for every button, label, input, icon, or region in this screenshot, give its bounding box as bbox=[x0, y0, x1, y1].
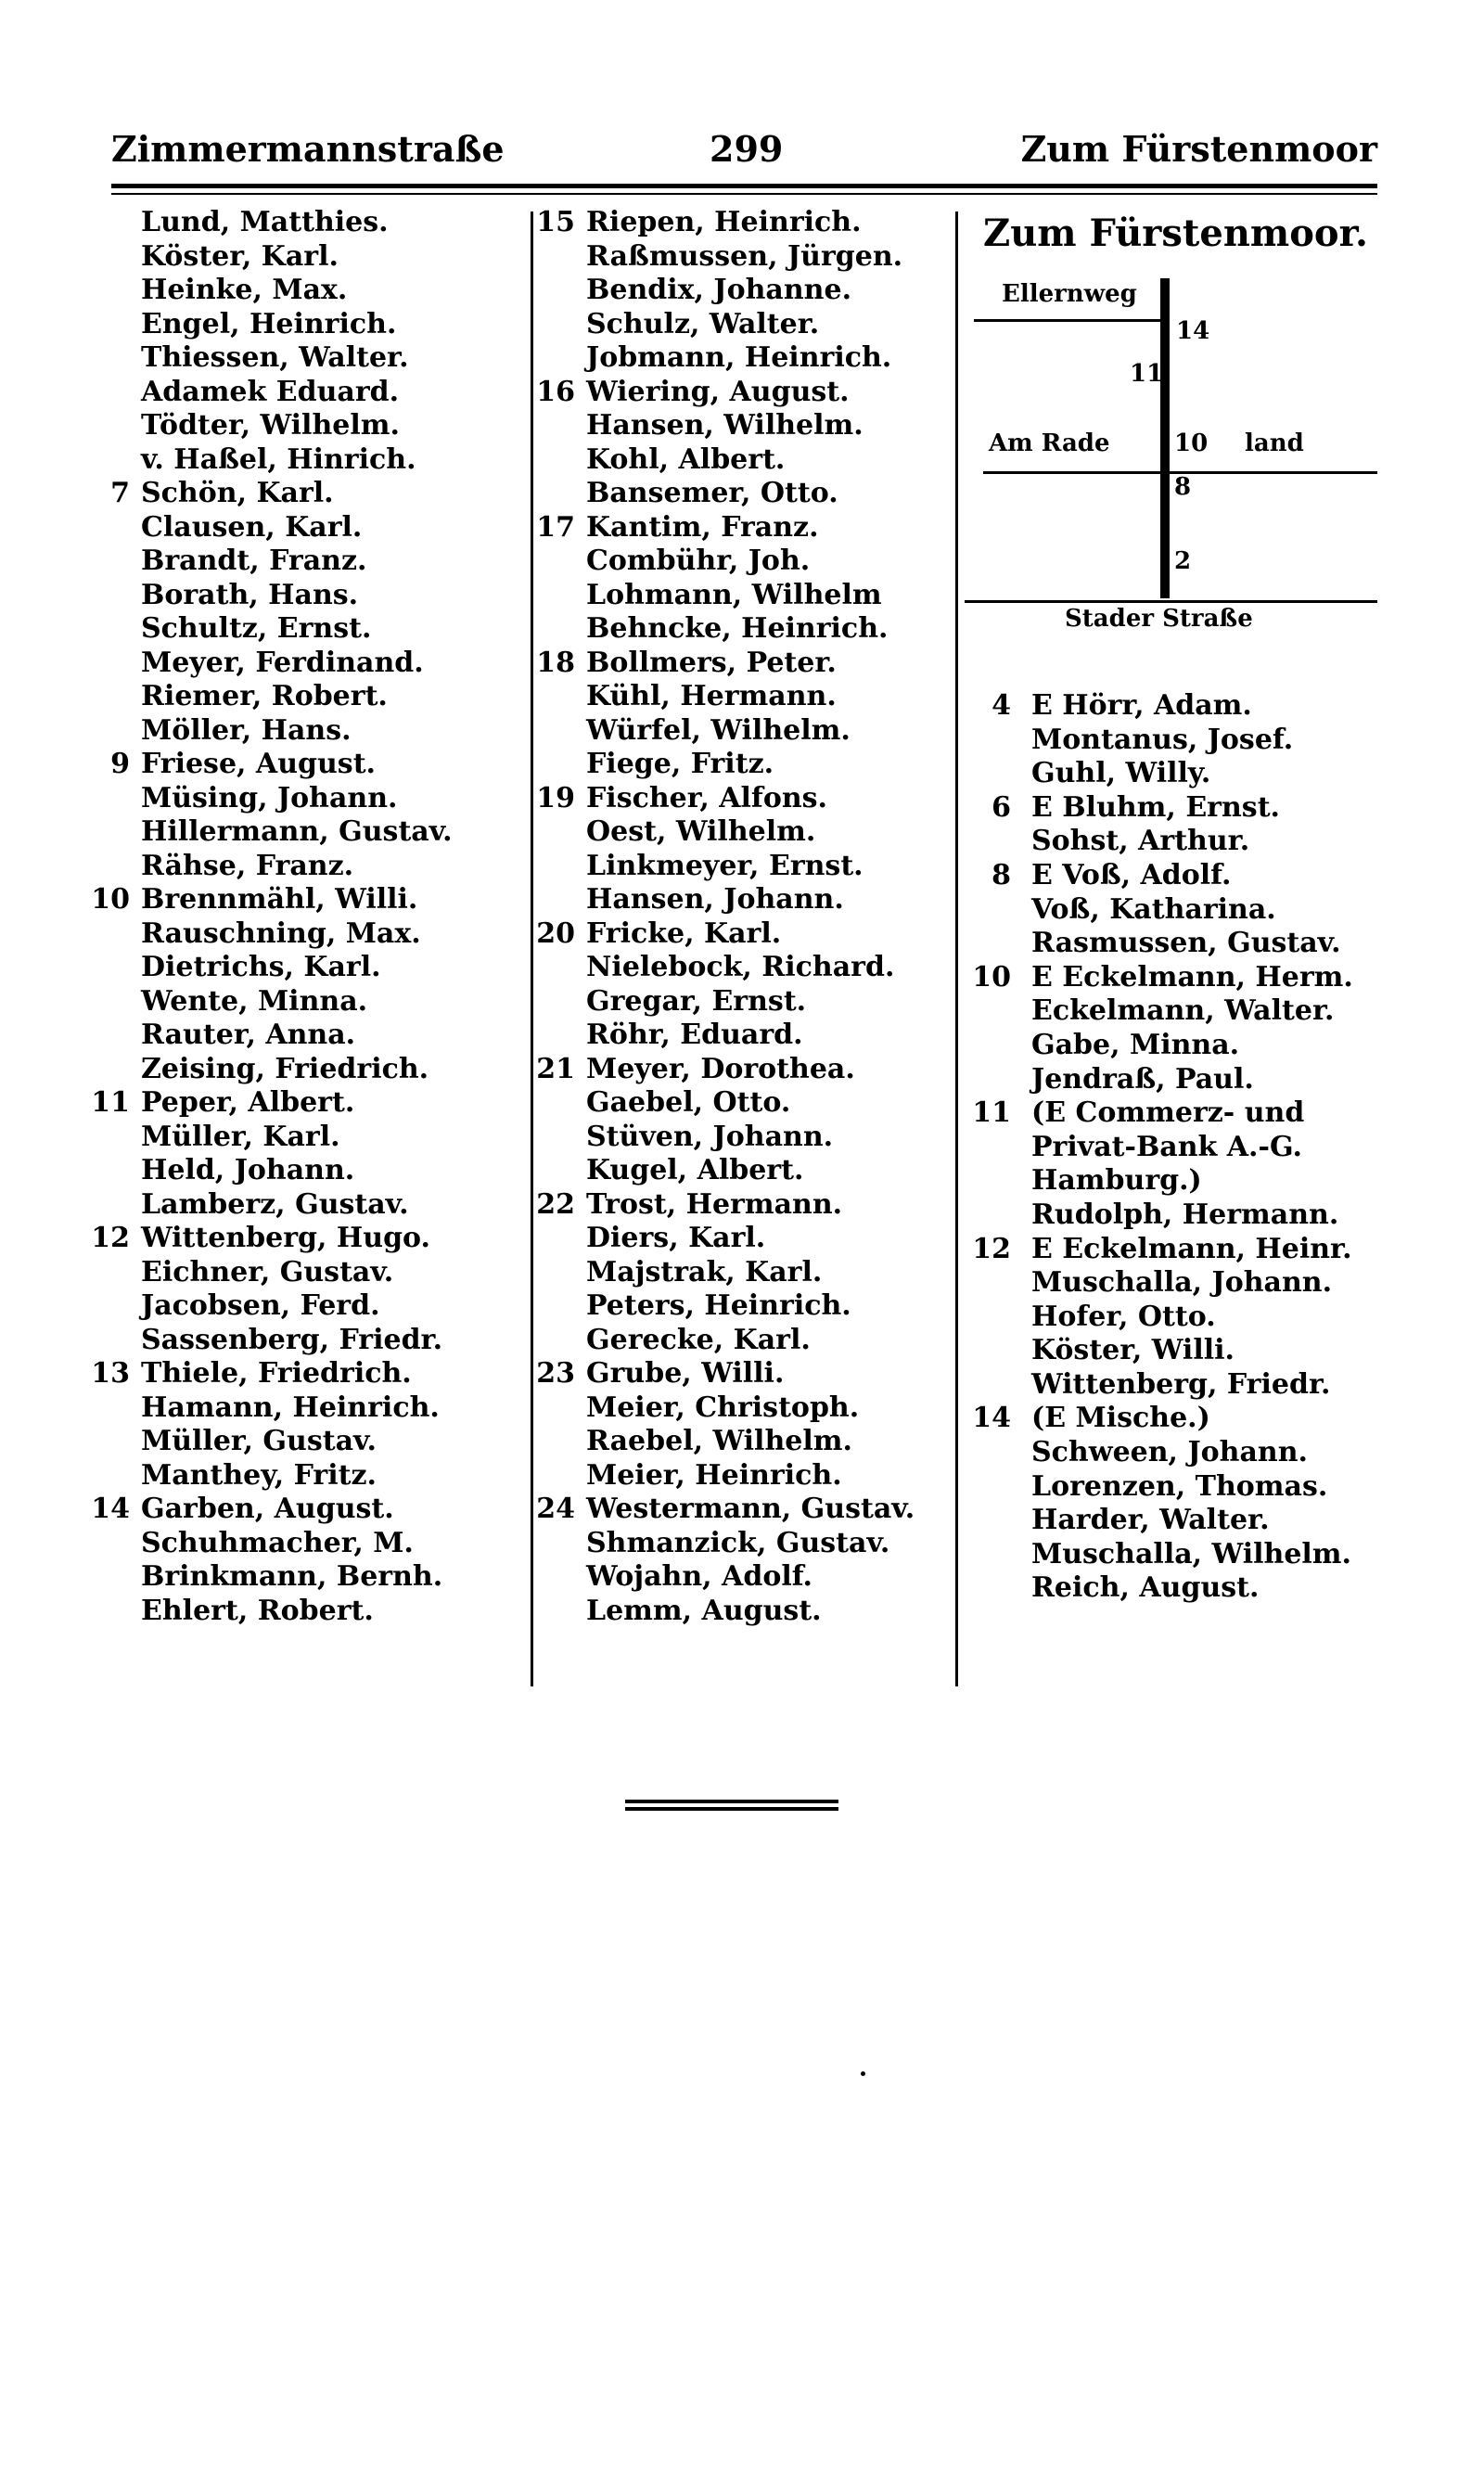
list-item bbox=[965, 757, 1377, 791]
list-item bbox=[74, 1560, 519, 1595]
resident-name: Lamberz, Gustav. bbox=[141, 1187, 409, 1221]
resident-name: Garben, August. bbox=[141, 1493, 394, 1525]
list-item bbox=[519, 680, 955, 714]
list-item bbox=[74, 1256, 519, 1290]
column-3-residents bbox=[965, 689, 1377, 1606]
list-item bbox=[519, 850, 955, 884]
list-item bbox=[965, 1266, 1377, 1301]
list-item bbox=[965, 859, 1377, 893]
resident-name: Heinke, Max. bbox=[141, 274, 348, 306]
list-item bbox=[74, 917, 519, 952]
list-item bbox=[74, 748, 519, 782]
resident-name: Peters, Heinrich. bbox=[586, 1289, 851, 1322]
header-rule-thick bbox=[111, 184, 1377, 188]
resident-name: Schön, Karl. bbox=[141, 477, 334, 509]
list-item bbox=[965, 1199, 1377, 1233]
list-item bbox=[74, 1053, 519, 1087]
list-item bbox=[74, 409, 519, 443]
list-item bbox=[965, 1470, 1377, 1505]
resident-name: Riemer, Robert. bbox=[141, 680, 388, 712]
list-item bbox=[519, 1222, 955, 1256]
list-item bbox=[74, 1493, 519, 1527]
list-item bbox=[519, 748, 955, 782]
list-item bbox=[74, 1425, 519, 1459]
list-item bbox=[519, 985, 955, 1019]
list-item bbox=[965, 1538, 1377, 1572]
map-ellernweg-line bbox=[974, 319, 1169, 322]
resident-name: Schween, Johann. bbox=[1031, 1436, 1308, 1469]
list-item bbox=[519, 409, 955, 443]
list-item bbox=[519, 1121, 955, 1155]
house-number: 6 bbox=[991, 790, 1011, 824]
resident-name: Fricke, Karl. bbox=[586, 917, 782, 950]
resident-name: Ehlert, Robert. bbox=[141, 1594, 374, 1627]
resident-name: Guhl, Willy. bbox=[1031, 757, 1211, 790]
list-item bbox=[965, 1063, 1377, 1097]
resident-name: Rähse, Franz. bbox=[141, 849, 354, 882]
resident-name: Rauschning, Max. bbox=[141, 917, 421, 950]
resident-name: Meyer, Dorothea. bbox=[586, 1052, 855, 1085]
list-item bbox=[74, 1019, 519, 1053]
list-item bbox=[519, 341, 955, 376]
list-item bbox=[965, 1571, 1377, 1606]
house-number: 12 bbox=[91, 1222, 130, 1254]
resident-name: Zeising, Friedrich. bbox=[141, 1052, 429, 1085]
list-item bbox=[519, 782, 955, 816]
resident-name: E Eckelmann, Heinr. bbox=[1031, 1232, 1352, 1265]
resident-name: Lund, Matthies. bbox=[141, 206, 389, 238]
resident-name: Trost, Hermann. bbox=[586, 1187, 843, 1221]
resident-name: Möller, Hans. bbox=[141, 713, 352, 747]
column-separator-2 bbox=[955, 212, 958, 1686]
resident-name: Harder, Walter. bbox=[1031, 1504, 1270, 1537]
list-item bbox=[965, 1402, 1377, 1436]
decorative-dot bbox=[861, 2071, 865, 2076]
resident-name: Brennmähl, Willi. bbox=[141, 883, 418, 916]
resident-name: Behncke, Heinrich. bbox=[586, 612, 889, 645]
list-item bbox=[74, 1357, 519, 1391]
resident-name: Köster, Willi. bbox=[1031, 1334, 1235, 1367]
list-item bbox=[519, 443, 955, 478]
list-item bbox=[519, 714, 955, 749]
list-item bbox=[519, 1391, 955, 1426]
house-number: 14 bbox=[972, 1402, 1011, 1435]
resident-name: Grube, Willi. bbox=[586, 1357, 785, 1390]
list-item bbox=[965, 961, 1377, 995]
resident-name: v. Haßel, Hinrich. bbox=[141, 442, 416, 476]
section-end-rule-2 bbox=[625, 1807, 838, 1811]
street-map bbox=[965, 278, 1377, 631]
column-2-residents bbox=[519, 206, 955, 1628]
resident-name: Wente, Minna. bbox=[141, 984, 368, 1018]
house-number: 9 bbox=[110, 748, 130, 780]
house-number: 11 bbox=[91, 1086, 130, 1119]
resident-name: Hillermann, Gustav. bbox=[141, 815, 453, 848]
resident-name: Muschalla, Johann. bbox=[1031, 1266, 1333, 1300]
resident-name: Bollmers, Peter. bbox=[586, 646, 837, 679]
list-item bbox=[74, 612, 519, 647]
house-number: 10 bbox=[91, 883, 130, 916]
list-item bbox=[519, 240, 955, 275]
list-item bbox=[519, 1595, 955, 1629]
list-item bbox=[74, 1222, 519, 1256]
house-number: 8 bbox=[991, 858, 1011, 891]
list-item bbox=[74, 883, 519, 917]
list-item bbox=[74, 985, 519, 1019]
resident-name: Jacobsen, Ferd. bbox=[141, 1289, 380, 1322]
house-number: 17 bbox=[536, 510, 575, 544]
page-number: 299 bbox=[710, 128, 784, 170]
resident-name: Majstrak, Karl. bbox=[586, 1255, 823, 1288]
resident-name: Engel, Heinrich. bbox=[141, 307, 397, 340]
list-item bbox=[74, 647, 519, 681]
list-item bbox=[74, 680, 519, 714]
list-item bbox=[965, 1301, 1377, 1335]
resident-name: Friese, August. bbox=[141, 748, 376, 780]
resident-name: Linkmeyer, Ernst. bbox=[586, 849, 864, 882]
resident-name: Köster, Karl. bbox=[141, 239, 339, 273]
resident-name: Müller, Gustav. bbox=[141, 1425, 377, 1457]
list-item bbox=[74, 511, 519, 545]
list-item bbox=[74, 1121, 519, 1155]
resident-name: Westermann, Gustav. bbox=[586, 1493, 915, 1525]
list-item bbox=[519, 308, 955, 342]
resident-name: Stüven, Johann. bbox=[586, 1120, 834, 1153]
list-item bbox=[519, 917, 955, 952]
resident-name: Meyer, Ferdinand. bbox=[141, 646, 424, 679]
list-item bbox=[74, 1289, 519, 1324]
list-item bbox=[74, 545, 519, 579]
resident-name: Jobmann, Heinrich. bbox=[586, 341, 892, 374]
resident-name: Thiele, Friedrich. bbox=[141, 1357, 412, 1390]
resident-name: Hofer, Otto. bbox=[1031, 1300, 1216, 1333]
list-item bbox=[74, 1086, 519, 1121]
resident-name: Shmanzick, Gustav. bbox=[586, 1526, 890, 1559]
resident-name: Wittenberg, Friedr. bbox=[1031, 1367, 1331, 1401]
resident-name: Schultz, Ernst. bbox=[141, 612, 372, 645]
resident-name: Gaebel, Otto. bbox=[586, 1086, 791, 1119]
list-item bbox=[519, 1324, 955, 1358]
list-item bbox=[519, 647, 955, 681]
list-item bbox=[519, 206, 955, 240]
column-1-residents bbox=[74, 206, 519, 1628]
list-item bbox=[965, 927, 1377, 961]
list-item bbox=[74, 1391, 519, 1426]
resident-name: Manthey, Fritz. bbox=[141, 1458, 377, 1492]
list-item bbox=[965, 1096, 1377, 1131]
resident-name: Gabe, Minna. bbox=[1031, 1028, 1240, 1061]
map-main-street-line bbox=[1160, 278, 1170, 598]
list-item bbox=[519, 1425, 955, 1459]
resident-name: Kühl, Hermann. bbox=[586, 680, 837, 712]
resident-name: Bansemer, Otto. bbox=[586, 477, 838, 509]
map-number-14: 14 bbox=[1176, 317, 1210, 345]
house-number: 21 bbox=[536, 1052, 575, 1085]
resident-name: Kohl, Albert. bbox=[586, 442, 786, 476]
house-number: 10 bbox=[972, 960, 1011, 993]
resident-name: Sohst, Arthur. bbox=[1031, 825, 1250, 858]
resident-name: Held, Johann. bbox=[141, 1154, 355, 1186]
map-number-8: 8 bbox=[1174, 473, 1192, 501]
resident-name: Gregar, Ernst. bbox=[586, 984, 807, 1018]
resident-name: Brandt, Franz. bbox=[141, 545, 367, 577]
list-item bbox=[519, 579, 955, 613]
house-number: 4 bbox=[991, 689, 1011, 722]
list-item bbox=[965, 724, 1377, 758]
resident-name: Sassenberg, Friedr. bbox=[141, 1323, 443, 1356]
list-item bbox=[965, 893, 1377, 928]
list-item bbox=[965, 1504, 1377, 1538]
resident-name: (E Mische.) bbox=[1031, 1402, 1210, 1435]
resident-name: Borath, Hans. bbox=[141, 578, 359, 611]
house-number: 14 bbox=[91, 1493, 130, 1525]
resident-name: Müsing, Johann. bbox=[141, 781, 398, 814]
list-item bbox=[965, 1164, 1377, 1199]
house-number: 23 bbox=[536, 1357, 575, 1390]
map-stader-line bbox=[965, 600, 1377, 603]
list-item bbox=[519, 815, 955, 850]
resident-name: Raßmussen, Jürgen. bbox=[586, 239, 903, 273]
resident-name: Privat-Bank A.-G. bbox=[1031, 1130, 1302, 1163]
resident-name: Eichner, Gustav. bbox=[141, 1255, 394, 1288]
list-item bbox=[965, 1436, 1377, 1470]
resident-name: Meier, Christoph. bbox=[586, 1391, 860, 1424]
list-item bbox=[519, 612, 955, 647]
resident-name: E Voß, Adolf. bbox=[1031, 858, 1232, 891]
resident-name: Wittenberg, Hugo. bbox=[141, 1222, 430, 1254]
resident-name: Fischer, Alfons. bbox=[586, 781, 827, 814]
resident-name: Eckelmann, Walter. bbox=[1031, 994, 1335, 1028]
resident-name: Dietrichs, Karl. bbox=[141, 951, 381, 983]
house-number: 24 bbox=[536, 1493, 575, 1525]
list-item bbox=[74, 579, 519, 613]
map-label-am-rade: Am Rade bbox=[989, 429, 1110, 457]
resident-name: Adamek Eduard. bbox=[141, 375, 400, 408]
list-item bbox=[519, 376, 955, 410]
list-item bbox=[519, 1527, 955, 1561]
resident-name: Röhr, Eduard. bbox=[586, 1019, 803, 1051]
resident-name: Gerecke, Karl. bbox=[586, 1323, 811, 1356]
map-label-ellernweg: Ellernweg bbox=[1002, 280, 1137, 308]
resident-name: Reich, August. bbox=[1031, 1571, 1260, 1605]
resident-name: Rasmussen, Gustav. bbox=[1031, 927, 1341, 960]
list-item bbox=[74, 850, 519, 884]
house-number: 11 bbox=[972, 1096, 1011, 1130]
resident-name: Hansen, Wilhelm. bbox=[586, 409, 864, 442]
list-item bbox=[519, 951, 955, 985]
list-item bbox=[965, 825, 1377, 859]
list-item bbox=[519, 1086, 955, 1121]
list-item bbox=[74, 1595, 519, 1629]
house-number: 16 bbox=[536, 375, 575, 408]
map-number-11: 11 bbox=[1130, 360, 1164, 388]
resident-name: Schuhmacher, M. bbox=[141, 1526, 414, 1559]
resident-name: Rauter, Anna. bbox=[141, 1019, 356, 1051]
resident-name: Voß, Katharina. bbox=[1031, 892, 1276, 926]
resident-name: Muschalla, Wilhelm. bbox=[1031, 1537, 1351, 1570]
house-number: 13 bbox=[91, 1357, 130, 1390]
list-item bbox=[519, 274, 955, 308]
resident-name: Thiessen, Walter. bbox=[141, 341, 409, 374]
list-item bbox=[74, 714, 519, 749]
resident-name: Wojahn, Adolf. bbox=[586, 1560, 812, 1593]
resident-name: Raebel, Wilhelm. bbox=[586, 1425, 852, 1457]
page-header bbox=[111, 128, 1377, 174]
list-item bbox=[965, 689, 1377, 724]
list-item bbox=[965, 1029, 1377, 1063]
list-item bbox=[519, 1357, 955, 1391]
resident-name: Hansen, Johann. bbox=[586, 883, 844, 916]
list-item bbox=[74, 206, 519, 240]
list-item bbox=[74, 1154, 519, 1188]
resident-name: Lorenzen, Thomas. bbox=[1031, 1469, 1328, 1503]
resident-name: Kugel, Albert. bbox=[586, 1154, 804, 1186]
resident-name: Lohmann, Wilhelm bbox=[586, 578, 882, 611]
list-item bbox=[74, 1188, 519, 1223]
resident-name: Riepen, Heinrich. bbox=[586, 206, 862, 238]
list-item bbox=[965, 791, 1377, 826]
list-item bbox=[519, 1493, 955, 1527]
list-item bbox=[74, 951, 519, 985]
header-right-street: Zum Fürstenmoor bbox=[1020, 128, 1377, 170]
resident-name: E Hörr, Adam. bbox=[1031, 689, 1252, 722]
list-item bbox=[519, 1019, 955, 1053]
list-item bbox=[519, 511, 955, 545]
resident-name: Nielebock, Richard. bbox=[586, 951, 895, 983]
list-item bbox=[519, 545, 955, 579]
map-label-stader: Stader Straße bbox=[1065, 605, 1253, 633]
list-item bbox=[519, 1459, 955, 1493]
list-item bbox=[74, 274, 519, 308]
map-number-10: 10 bbox=[1174, 429, 1209, 457]
house-number: 15 bbox=[536, 206, 575, 238]
resident-name: Tödter, Wilhelm. bbox=[141, 409, 400, 442]
resident-name: Wiering, August. bbox=[586, 375, 850, 408]
list-item bbox=[74, 1527, 519, 1561]
house-number: 12 bbox=[972, 1232, 1011, 1265]
house-number: 22 bbox=[536, 1187, 575, 1221]
resident-name: Oest, Wilhelm. bbox=[586, 815, 816, 848]
header-left-street: Zimmermannstraße bbox=[111, 128, 505, 170]
list-item bbox=[965, 1368, 1377, 1403]
list-item bbox=[519, 477, 955, 511]
resident-name: Lemm, August. bbox=[586, 1594, 822, 1627]
resident-name: Bendix, Johanne. bbox=[586, 274, 852, 306]
list-item bbox=[519, 883, 955, 917]
list-item bbox=[74, 477, 519, 511]
street-title: Zum Fürstenmoor. bbox=[983, 212, 1368, 255]
header-rule-thin bbox=[111, 193, 1377, 195]
list-item bbox=[74, 240, 519, 275]
house-number: 7 bbox=[110, 477, 130, 509]
list-item bbox=[74, 376, 519, 410]
resident-name: Meier, Heinrich. bbox=[586, 1458, 842, 1492]
resident-name: Diers, Karl. bbox=[586, 1222, 766, 1254]
resident-name: Fiege, Fritz. bbox=[586, 748, 774, 780]
resident-name: Hamburg.) bbox=[1031, 1164, 1202, 1198]
list-item bbox=[74, 1459, 519, 1493]
list-item bbox=[965, 1233, 1377, 1267]
resident-name: Montanus, Josef. bbox=[1031, 723, 1294, 756]
list-item bbox=[74, 443, 519, 478]
house-number: 20 bbox=[536, 917, 575, 950]
house-number: 19 bbox=[536, 781, 575, 814]
map-number-2: 2 bbox=[1174, 547, 1192, 575]
list-item bbox=[965, 994, 1377, 1029]
list-item bbox=[519, 1560, 955, 1595]
list-item bbox=[519, 1289, 955, 1324]
house-number: 18 bbox=[536, 646, 575, 679]
resident-name: (E Commerz- und bbox=[1031, 1096, 1305, 1130]
list-item bbox=[74, 815, 519, 850]
list-item bbox=[519, 1256, 955, 1290]
resident-name: Würfel, Wilhelm. bbox=[586, 713, 851, 747]
list-item bbox=[74, 308, 519, 342]
resident-name: E Bluhm, Ernst. bbox=[1031, 790, 1280, 824]
map-label-land: land bbox=[1245, 429, 1304, 457]
resident-name: Peper, Albert. bbox=[141, 1086, 355, 1119]
resident-name: Hamann, Heinrich. bbox=[141, 1391, 440, 1424]
resident-name: Clausen, Karl. bbox=[141, 510, 363, 544]
list-item bbox=[74, 782, 519, 816]
list-item bbox=[74, 1324, 519, 1358]
resident-name: Kantim, Franz. bbox=[586, 510, 819, 544]
resident-name: Rudolph, Hermann. bbox=[1031, 1198, 1339, 1231]
resident-name: E Eckelmann, Herm. bbox=[1031, 960, 1353, 993]
list-item bbox=[965, 1334, 1377, 1368]
resident-name: Jendraß, Paul. bbox=[1031, 1062, 1254, 1096]
resident-name: Schulz, Walter. bbox=[586, 307, 820, 340]
resident-name: Brinkmann, Bernh. bbox=[141, 1560, 443, 1593]
list-item bbox=[519, 1053, 955, 1087]
list-item bbox=[519, 1188, 955, 1223]
list-item bbox=[519, 1154, 955, 1188]
resident-name: Müller, Karl. bbox=[141, 1120, 340, 1153]
section-end-rule bbox=[625, 1800, 838, 1803]
resident-name: Combühr, Joh. bbox=[586, 545, 811, 577]
list-item bbox=[965, 1131, 1377, 1165]
list-item bbox=[74, 341, 519, 376]
